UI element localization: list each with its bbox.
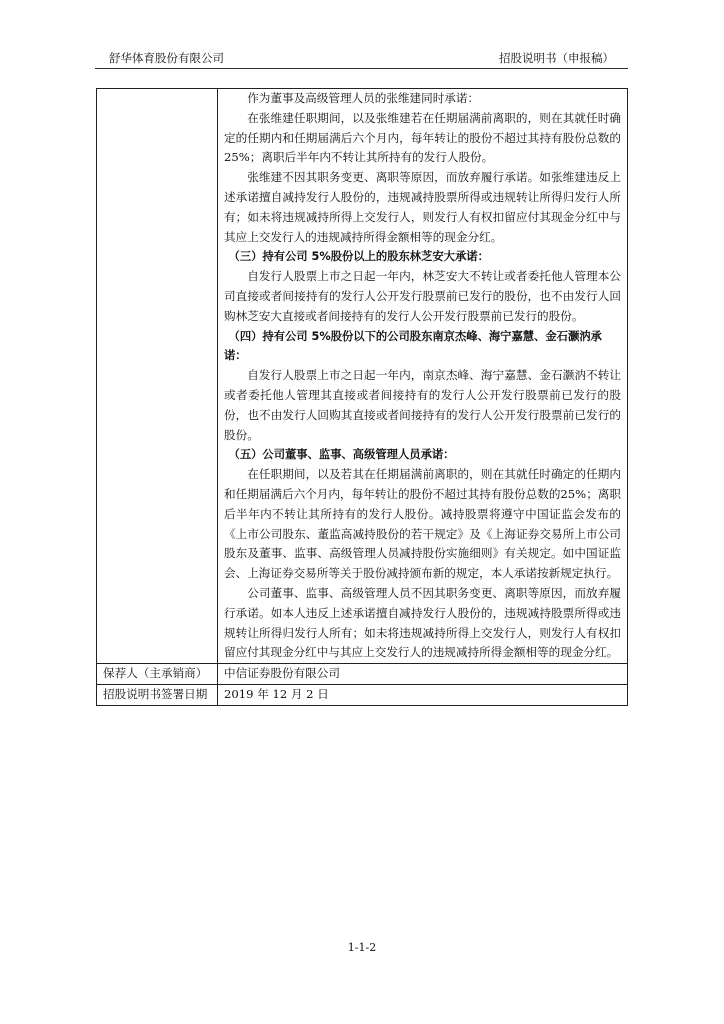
paragraph: 在张维建任职期间，以及张维建若在任期届满前离职的，则在其就任时确定的任期内和任期届满后六个月内，每年转让的股份不超过其持有股份总数的25%；离职后半年内不转让其所持有的发行人股份。 — [224, 110, 621, 165]
paragraph: 在任职期间，以及若其在任期届满前离职的，则在其就任时确定的任期内和任期届满后六个月内，每年转让的股份不超过其持有股份总数的25%；离职后半年内不转让其所持有的发行人股份。减持股票将遵守中国证监会发布的《上市公司股东、董监高减持股份的若干规定》及《上海证券交易所上市公司股东及董事、监事、高级管理人员减持股份实施细则》有关规定。如中国证监会、上海证券交易所等关于股份减持颁布新的规定，本人承诺按新规定执行。 — [224, 467, 621, 581]
table-row-sponsor — [97, 664, 628, 685]
paragraph: 作为董事及高级管理人员的张维建同时承诺： — [247, 91, 480, 105]
company-name: 舒华体育股份有限公司 — [109, 51, 224, 65]
paragraph: 张维建不因其职务变更、离职等原因，而放弃履行承诺。如张维建违反上述承诺擅自减持发行人股份的，违规减持股票所得或违规转让所得归发行人所有；如未将违规减持所得上交发行人，则发行人有权扣留应付其现金分红中与其应上交发行人的违规减持所得金额相等的现金分红。 — [224, 170, 621, 244]
sponsor-label: 保荐人（主承销商） — [97, 664, 218, 685]
header-divider — [95, 68, 628, 69]
info-table — [96, 88, 628, 706]
section-heading: （五）公司董事、监事、高级管理人员承诺： — [228, 448, 455, 462]
table-row-commitments — [97, 89, 628, 664]
sponsor-value: 中信证券股份有限公司 — [218, 664, 628, 685]
document-title: 招股说明书（申报稿） — [499, 51, 614, 65]
paragraph: 自发行人股票上市之日起一年内，林芝安大不转让或者委托他人管理本公司直接或者间接持有的发行人公开发行股票前已发行的股份，也不由发行人回购林芝安大直接或者间接持有的发行人公开发行股票前已发行的股份。 — [224, 269, 621, 323]
section-heading: （四）持有公司 5%股份以下的公司股东南京杰峰、海宁嘉慧、金石灏汭承诺： — [224, 329, 602, 363]
commitments-content-cell — [218, 89, 628, 664]
paragraph: 公司董事、监事、高级管理人员不因其职务变更、离职等原因，而放弃履行承诺。如本人违反上述承诺擅自减持发行人股份的，违规减持股票所得或违规转让所得归发行人所有；如未将违规减持所得上交发行人，则发行人有权扣留应付其现金分红中与其应上交发行人的违规减持所得金额相等的现金分红。 — [224, 585, 621, 660]
paragraph: 自发行人股票上市之日起一年内，南京杰峰、海宁嘉慧、金石灏汭不转让或者委托他人管理其直接或者间接持有的发行人公开发行股票前已发行的股份，也不由发行人回购其直接或者间接持有的发行人公开发行股票前已发行的股份。 — [224, 368, 621, 442]
sign-date-value: 2019 年 12 月 2 日 — [218, 684, 628, 705]
sign-date-label: 招股说明书签署日期 — [97, 684, 218, 705]
section-heading: （三）持有公司 5%股份以上的股东林芝安大承诺： — [228, 250, 489, 264]
page-header — [95, 50, 628, 70]
table-row-sign-date — [97, 684, 628, 705]
page-number: 1-1-2 — [347, 941, 377, 954]
commitments-label-cell — [97, 89, 218, 664]
